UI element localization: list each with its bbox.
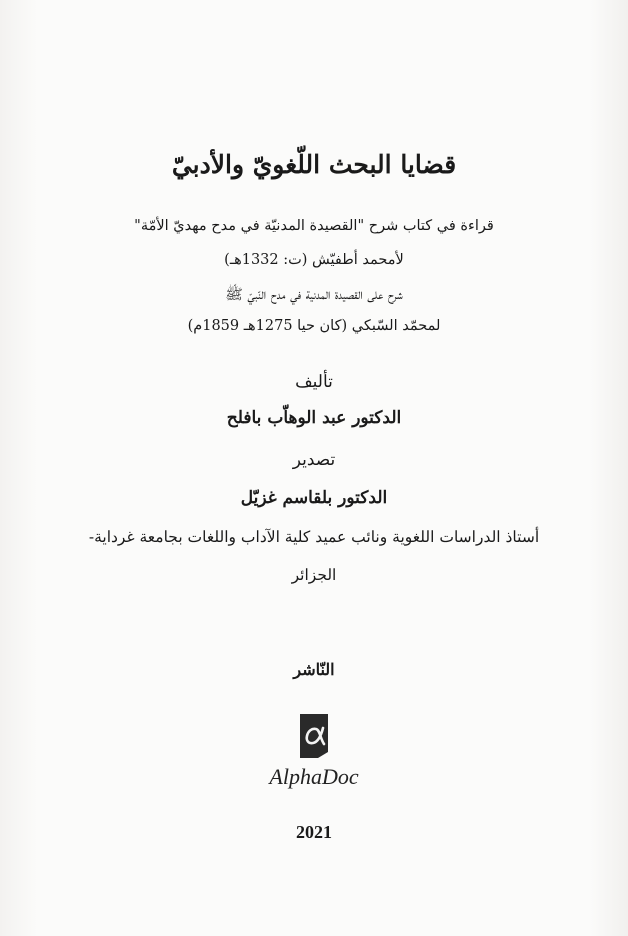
subtitle-line-1: قراءة في كتاب شرح "القصيدة المدنيّة في مدح مهديّ الأمّة": [134, 218, 494, 234]
alpha-logo-icon: [296, 712, 332, 760]
publication-year: 2021: [296, 822, 332, 842]
publisher-logo: [0, 712, 628, 790]
foreword-author-name: الدكتور بلقاسم غزيّل: [240, 488, 388, 508]
book-title: قضايا البحث اللّغويّ والأدبيّ: [171, 150, 457, 179]
foreword-label: تصدير: [292, 450, 336, 470]
subtitle-line-3: شرح على القصيدة المدنية في مدح النّبيّ ﷺ: [225, 287, 403, 303]
publisher-label: النّاشر: [293, 660, 335, 679]
author-name: الدكتور عبد الوهاّب بافلح: [226, 408, 402, 428]
subtitle-line-2: لأمحمد أطفيّش (ت: 1332هـ): [224, 252, 404, 268]
foreword-affiliation-line-1: أستاذ الدراسات اللغوية ونائب عميد كلية الآداب واللغات بجامعة غرداية-: [88, 528, 540, 546]
foreword-affiliation-line-2: الجزائر: [291, 566, 337, 584]
subtitle-line-4: لمحمّد السّبكي (كان حيا 1275هـ 1859م): [187, 318, 441, 334]
publisher-name: AlphaDoc: [269, 764, 359, 789]
authorship-label: تأليف: [295, 372, 333, 392]
